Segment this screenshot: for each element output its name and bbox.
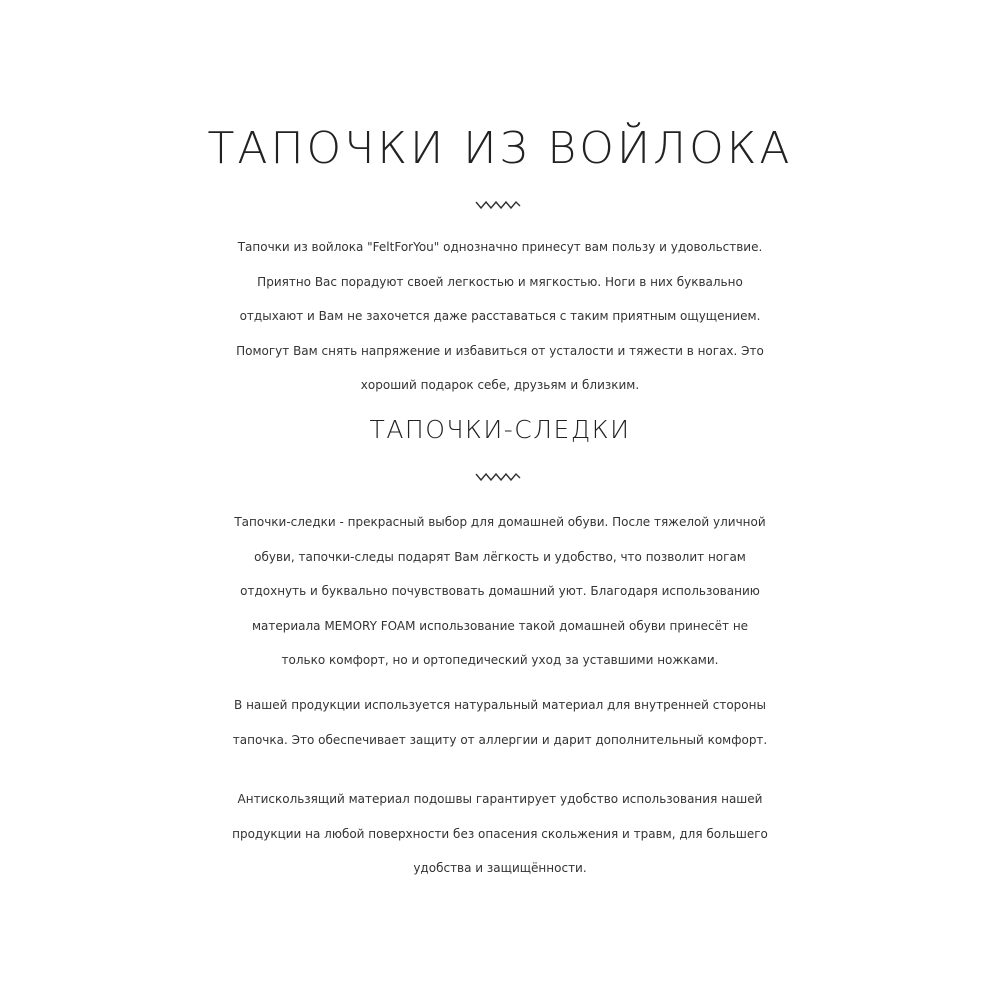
paragraph-line: Тапочки-следки - прекрасный выбор для домашней обуви. После тяжелой уличной [234,515,766,529]
paragraph-line: отдохнуть и буквально почувствовать домашний уют. Благодаря использованию [240,584,760,598]
intro-line: отдыхают и Вам не захочется даже расставаться с таким приятным ощущением. [239,309,761,323]
paragraph-line: Антискользящий материал подошвы гарантирует удобство использования нашей [237,792,763,806]
paragraph-line: тапочка. Это обеспечивает защиту от аллергии и дарит дополнительный комфорт. [232,732,768,747]
intro-line: хороший подарок себе, друзьям и близким. [360,378,640,392]
intro-line: Тапочки из войлока "FeltForYou" однозначно принесут вам пользу и удовольствие. [237,240,763,254]
paragraph-line: только комфорт, но и ортопедический уход за уставшими ножками. [281,653,719,667]
section-paragraph-description [0,505,1000,678]
intro-paragraph [0,230,1000,403]
paragraph-line: В нашей продукции используется натуральный материал для внутренней стороны [234,698,766,712]
paragraph-line: обуви, тапочки-следы подарят Вам лёгкость и удобство, что позволит ногам [254,549,746,564]
main-title: ТАПОЧКИ ИЗ ВОЙЛОКА [207,123,793,174]
intro-line: Приятно Вас порадуют своей легкостью и мягкостью. Ноги в них буквально [257,274,743,289]
paragraph-line: материала MEMORY FOAM использование такой домашней обуви принесёт не [251,618,749,633]
wave-divider-icon [475,470,521,484]
wave-divider-icon [475,198,521,212]
section-paragraph-material [0,688,1000,757]
section-paragraph-sole [0,782,1000,886]
paragraph-line: удобства и защищённости. [413,861,587,875]
section-title: ТАПОЧКИ-СЛЕДКИ [369,415,631,444]
intro-line: Помогут Вам снять напряжение и избавиться от усталости и тяжести в ногах. Это [236,343,764,358]
paragraph-line: продукции на любой поверхности без опасения скольжения и травм, для большего [232,826,768,841]
